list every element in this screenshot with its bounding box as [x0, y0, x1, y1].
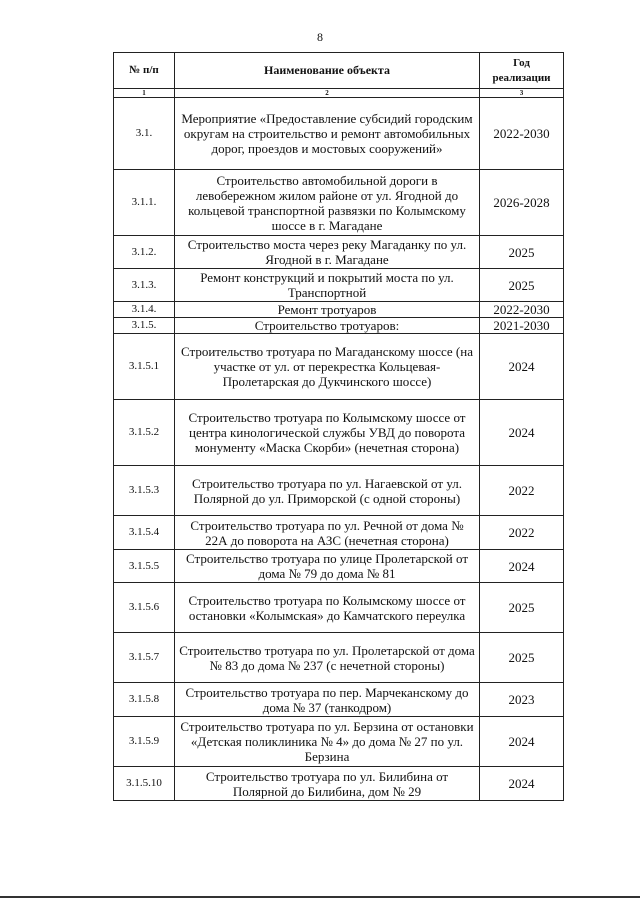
table-row [114, 236, 564, 269]
row-number: 3.1.2. [114, 236, 175, 269]
header-num: № п/п [114, 53, 175, 89]
page-number: 8 [317, 30, 323, 44]
table-row [114, 516, 564, 550]
header-name: Наименование объекта [175, 53, 480, 89]
row-number: 3.1.5.9 [114, 717, 175, 767]
row-year: 2025 [480, 583, 564, 633]
table-row [114, 767, 564, 801]
table-row [114, 466, 564, 516]
row-object-name: Строительство тротуара по Магаданскому шоссе (на участке от ул. от перекрестка Кольцевая-Пролетарская до Дукчинского шоссе) [175, 334, 480, 400]
table-row [114, 98, 564, 170]
row-year: 2025 [480, 633, 564, 683]
row-object-name: Строительство тротуара по улице Пролетарской от дома № 79 до дома № 81 [175, 550, 480, 583]
objects-table [113, 52, 564, 801]
row-number: 3.1.5.5 [114, 550, 175, 583]
table-row [114, 318, 564, 334]
row-number: 3.1.5.6 [114, 583, 175, 633]
column-index-row [114, 89, 564, 98]
table-row [114, 683, 564, 717]
column-index: 2 [175, 89, 480, 98]
row-object-name: Строительство тротуара по пер. Марчеканскому до дома № 37 (танкодром) [175, 683, 480, 717]
row-object-name: Строительство тротуара по ул. Нагаевской от ул. Полярной до ул. Приморской (с одной стороны) [175, 466, 480, 516]
table-row [114, 302, 564, 318]
column-index: 3 [480, 89, 564, 98]
row-year: 2024 [480, 400, 564, 466]
table-row [114, 334, 564, 400]
row-year: 2024 [480, 767, 564, 801]
row-object-name: Строительство тротуара по ул. Билибина от Полярной до Билибина, дом № 29 [175, 767, 480, 801]
row-year: 2024 [480, 334, 564, 400]
row-number: 3.1.3. [114, 269, 175, 302]
row-number: 3.1.1. [114, 170, 175, 236]
page-bottom-edge [0, 896, 640, 898]
table-row [114, 583, 564, 633]
row-object-name: Строительство тротуара по ул. Пролетарской от дома № 83 до дома № 237 (с нечетной стороны) [175, 633, 480, 683]
row-number: 3.1.5.8 [114, 683, 175, 717]
row-number: 3.1.5.2 [114, 400, 175, 466]
row-object-name: Строительство автомобильной дороги в левобережном жилом районе от ул. Ягодной до кольцевой транспортной развязки по Колымскому шоссе в г. Магадане [175, 170, 480, 236]
header-year: Год реализации [480, 53, 564, 89]
row-year: 2022 [480, 466, 564, 516]
row-object-name: Строительство тротуара по Колымскому шоссе от центра кинологической службы УВД до поворота монументу «Маска Скорби» (нечетная сторона) [175, 400, 480, 466]
row-object-name: Строительство моста через реку Магаданку по ул. Ягодной в г. Магадане [175, 236, 480, 269]
row-number: 3.1. [114, 98, 175, 170]
row-object-name: Строительство тротуара по ул. Речной от дома № 22А до поворота на АЗС (нечетная сторона) [175, 516, 480, 550]
row-year: 2023 [480, 683, 564, 717]
row-year: 2024 [480, 717, 564, 767]
row-object-name: Строительство тротуаров: [175, 318, 480, 334]
row-year: 2022 [480, 516, 564, 550]
row-number: 3.1.5.4 [114, 516, 175, 550]
row-object-name: Строительство тротуара по ул. Берзина от остановки «Детская поликлиника № 4» до дома № 27 по ул. Берзина [175, 717, 480, 767]
table-row [114, 170, 564, 236]
column-index: 1 [114, 89, 175, 98]
row-year: 2025 [480, 269, 564, 302]
row-year: 2025 [480, 236, 564, 269]
row-year: 2024 [480, 550, 564, 583]
row-object-name: Ремонт конструкций и покрытий моста по ул. Транспортной [175, 269, 480, 302]
table-row [114, 269, 564, 302]
row-year: 2022-2030 [480, 98, 564, 170]
row-year: 2022-2030 [480, 302, 564, 318]
table-row [114, 633, 564, 683]
row-number: 3.1.5. [114, 318, 175, 334]
row-number: 3.1.5.7 [114, 633, 175, 683]
row-year: 2021-2030 [480, 318, 564, 334]
row-year: 2026-2028 [480, 170, 564, 236]
row-number: 3.1.5.10 [114, 767, 175, 801]
row-object-name: Мероприятие «Предоставление субсидий городским округам на строительство и ремонт автомобильных дорог, проездов и мостовых сооружений» [175, 98, 480, 170]
table-row [114, 550, 564, 583]
row-number: 3.1.4. [114, 302, 175, 318]
row-number: 3.1.5.1 [114, 334, 175, 400]
row-number: 3.1.5.3 [114, 466, 175, 516]
row-object-name: Строительство тротуара по Колымскому шоссе от остановки «Колымская» до Камчатского переулка [175, 583, 480, 633]
table-header-row [114, 53, 564, 89]
table-row [114, 717, 564, 767]
row-object-name: Ремонт тротуаров [175, 302, 480, 318]
table-row [114, 400, 564, 466]
